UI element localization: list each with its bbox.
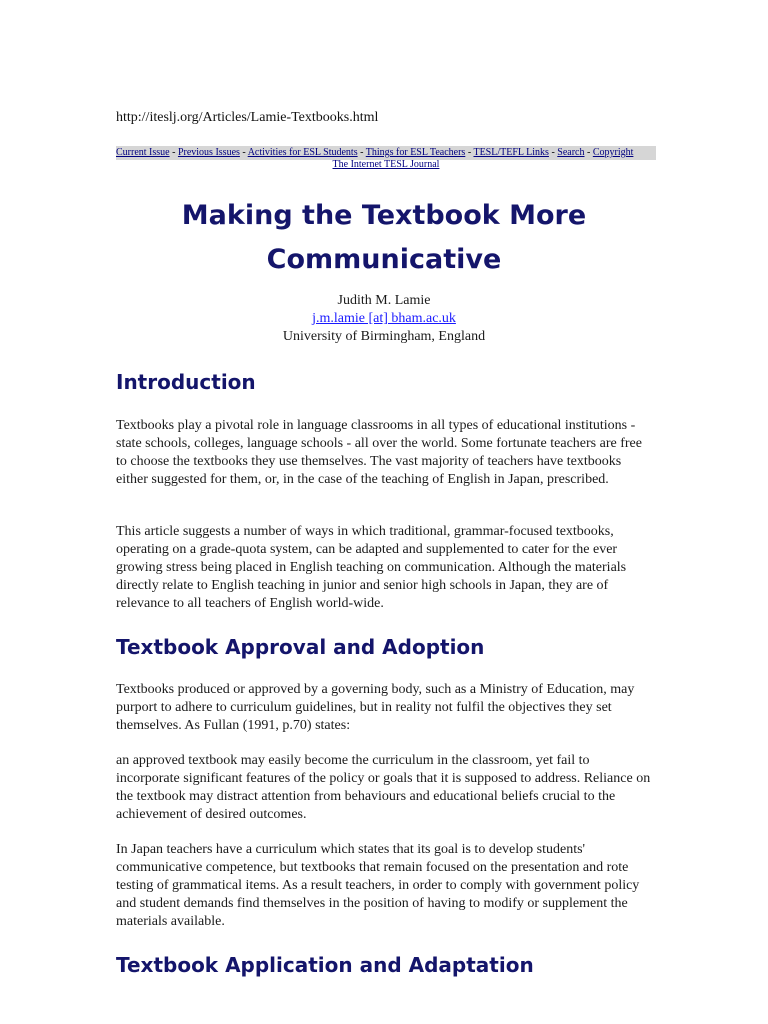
nav-link-search[interactable]: Search — [557, 147, 585, 158]
nav-separator: - — [465, 147, 474, 158]
nav-link-current-issue[interactable]: Current Issue — [116, 147, 170, 158]
article-title-line-2: Communicative — [266, 244, 502, 275]
nav-link-previous-issues[interactable]: Previous Issues — [177, 147, 240, 158]
journal-link-row — [116, 159, 656, 171]
heading-approval-adoption: Textbook Approval and Adoption — [116, 635, 485, 659]
nav-link-activities[interactable]: Activities for ESL Students — [247, 147, 358, 158]
approval-quote: an approved textbook may easily become the curriculum in the classroom, yet fail to incorporate significant features of the policy or goals that it is supposed to address. Reliance on the textbook may distract attention from behaviours and educational beliefs crucial to the achievement of desired outcomes. — [116, 753, 651, 822]
nav-separator: - — [169, 147, 178, 158]
nav-separator: - — [584, 147, 593, 158]
nav-separator: - — [239, 147, 248, 158]
heading-application-adaptation: Textbook Application and Adaptation — [116, 953, 534, 977]
page-url: http://iteslj.org/Articles/Lamie-Textbooks.html — [116, 110, 379, 125]
intro-paragraph-1: Textbooks play a pivotal role in language classrooms in all types of educational institutions - state schools, colleges, language schools - all over the world. Some fortunate teachers are free to choose the textbooks they use themselves. The vast majority of teachers have textbooks either suggested for them, or, in the case of the teaching of English in Japan, prescribed. — [116, 418, 642, 487]
nav-links — [116, 146, 656, 159]
journal-link[interactable]: The Internet TESL Journal — [332, 159, 440, 170]
nav-link-tesl-links[interactable]: TESL/TEFL Links — [473, 147, 549, 158]
approval-paragraph-1: Textbooks produced or approved by a governing body, such as a Ministry of Education, may purport to adhere to curriculum guidelines, but in reality not fulfil the objectives they set themselves. As Fullan (1991, p.70) states: — [116, 682, 635, 733]
approval-paragraph-2: In Japan teachers have a curriculum which states that its goal is to develop students' communicative competence, but textbooks that remain focused on the presentation and rote testing of grammatical items. As a result teachers, in order to comply with government policy and student demands find themselves in the position of having to modify or supplement the materials available. — [116, 842, 640, 929]
author-affiliation: University of Birmingham, England — [282, 329, 486, 344]
intro-paragraph-2: This article suggests a number of ways in which traditional, grammar-focused textbooks, operating on a grade-quota system, can be adapted and supplemented to cater for the ever growing stress being placed in English teaching on communication. Although the materials directly relate to English teaching in junior and senior high schools in Japan, they are of relevance to all teachers of English world-wide. — [116, 524, 627, 611]
nav-link-copyright[interactable]: Copyright — [592, 147, 634, 158]
nav-separator: - — [548, 147, 558, 158]
heading-introduction: Introduction — [116, 370, 256, 394]
author-email-link[interactable]: j.m.lamie [at] bham.ac.uk — [312, 311, 456, 326]
nav-link-things-for-teachers[interactable]: Things for ESL Teachers — [365, 147, 466, 158]
author-name: Judith M. Lamie — [337, 293, 431, 308]
article-title — [116, 194, 652, 282]
author-block — [116, 292, 652, 346]
article-title-line-1: Making the Textbook More — [181, 200, 587, 231]
nav-separator: - — [357, 147, 366, 158]
